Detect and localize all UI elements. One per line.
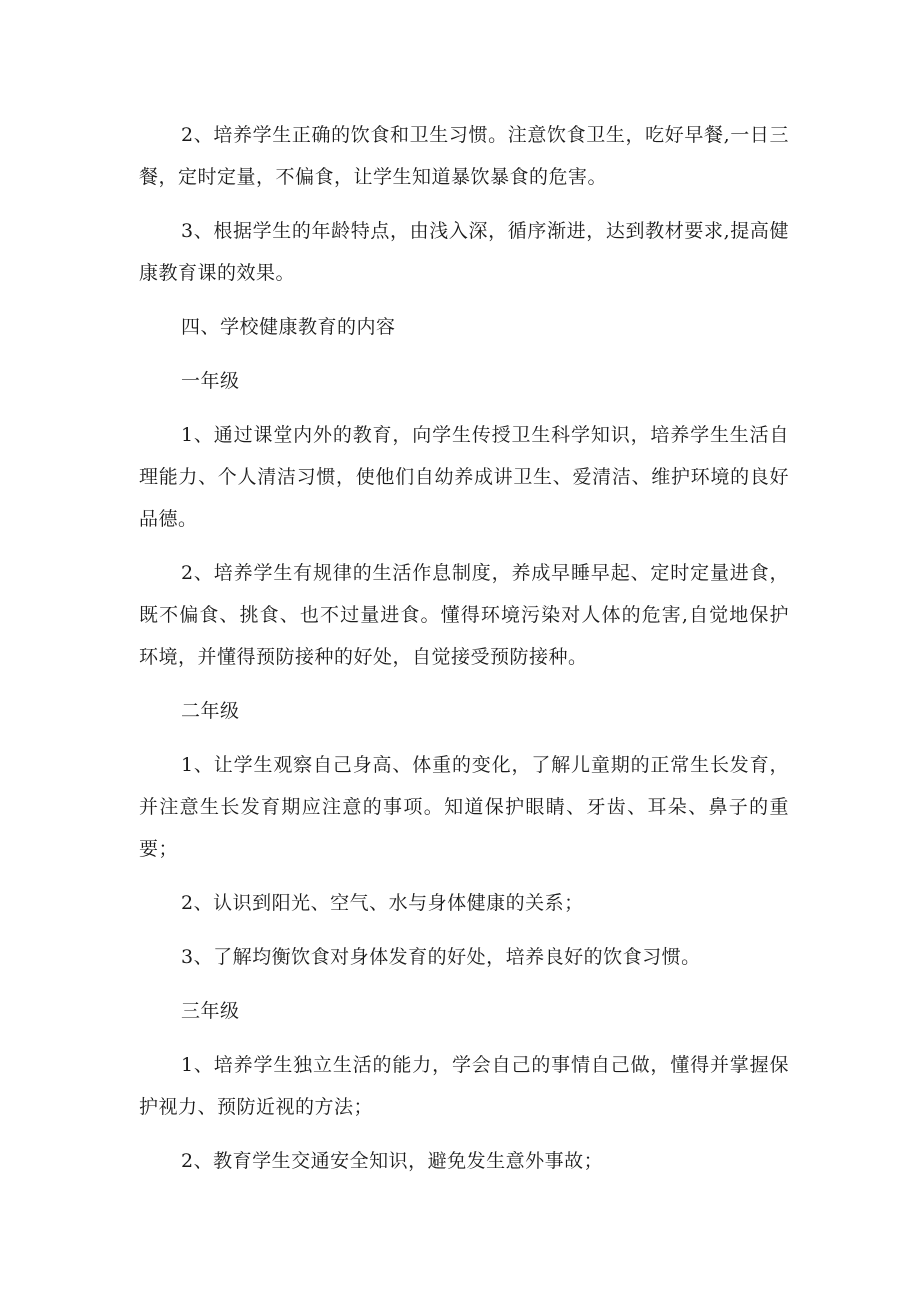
section-heading-content: 四、学校健康教育的内容 <box>181 316 396 338</box>
paragraph-age-characteristics: 3、根据学生的年龄特点，由浅入深，循序渐进，达到教材要求,提高健康教育课的效果。 <box>139 220 789 284</box>
grade3-item-1: 1、培养学生独立生活的能力，学会自己的事情自己做，懂得并掌握保护视力、预防近视的方法； <box>139 1054 789 1118</box>
grade-heading-1: 一年级 <box>181 370 240 392</box>
grade2-item-3: 3、了解均衡饮食对身体发育的好处，培养良好的饮食习惯。 <box>181 946 701 968</box>
document-body <box>139 114 789 1194</box>
grade-heading-2: 二年级 <box>181 700 240 722</box>
grade-heading-3: 三年级 <box>181 1000 240 1022</box>
grade1-item-2: 2、培养学生有规律的生活作息制度，养成早睡早起、定时定量进食，既不偏食、挑食、也不过量进食。懂得环境污染对人体的危害,自觉地保护环境，并懂得预防接种的好处，自觉接受预防接种。 <box>139 562 789 668</box>
grade2-item-2: 2、认识到阳光、空气、水与身体健康的关系； <box>181 892 584 914</box>
grade1-item-1: 1、通过课堂内外的教育，向学生传授卫生科学知识，培养学生生活自理能力、个人清洁习惯，使他们自幼养成讲卫生、爱清洁、维护环境的良好品德。 <box>139 424 789 530</box>
grade2-item-1: 1、让学生观察自己身高、体重的变化，了解儿童期的正常生长发育，并注意生长发育期应注意的事项。知道保护眼睛、牙齿、耳朵、鼻子的重要； <box>139 754 789 860</box>
paragraph-diet-hygiene: 2、培养学生正确的饮食和卫生习惯。注意饮食卫生，吃好早餐,一日三餐，定时定量，不偏食，让学生知道暴饮暴食的危害。 <box>139 124 789 188</box>
grade3-item-2: 2、教育学生交通安全知识，避免发生意外事故； <box>181 1150 604 1172</box>
